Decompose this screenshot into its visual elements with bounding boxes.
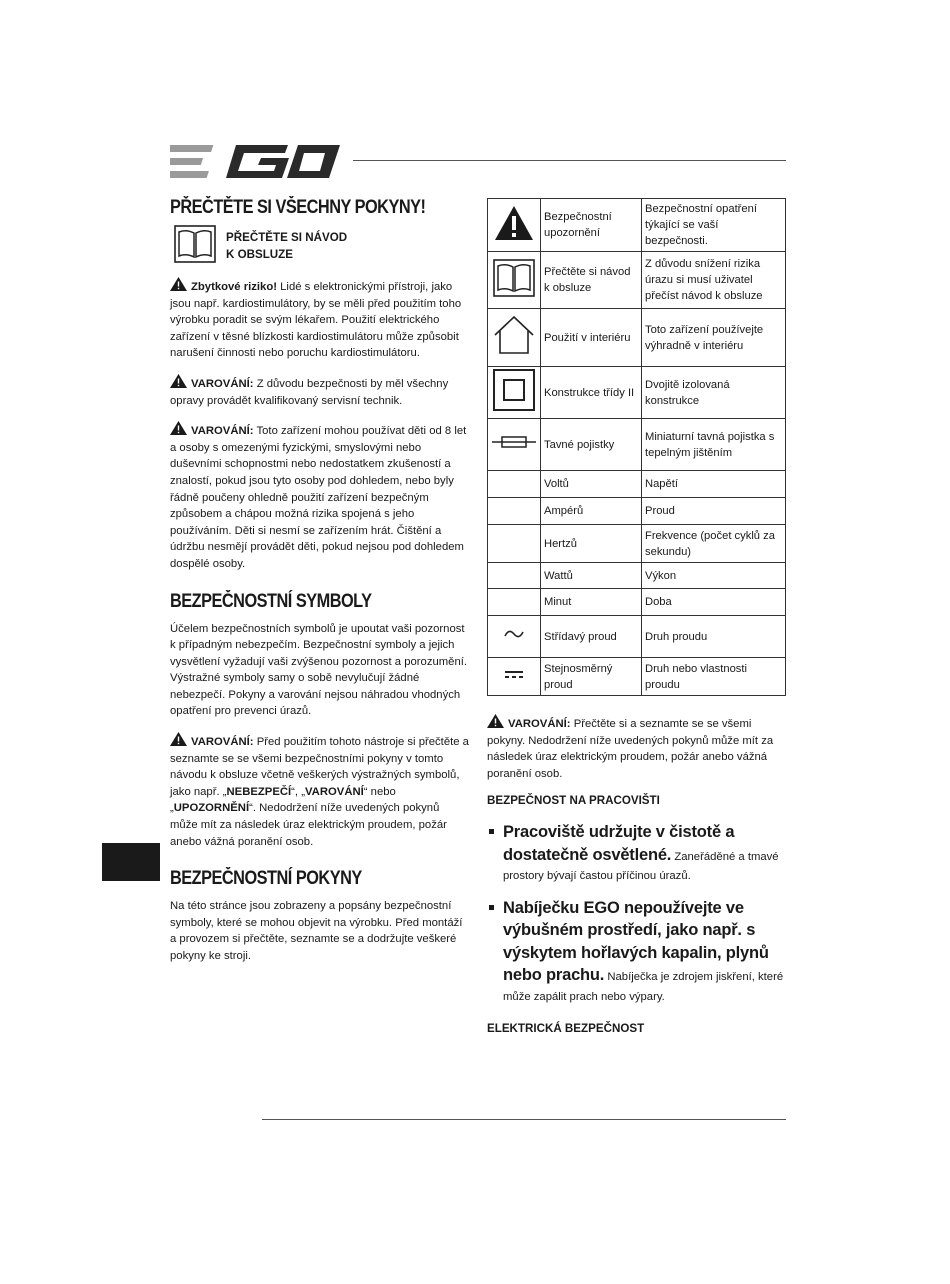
warning-icon [487, 714, 504, 728]
bullet-text: Nabíječka je zdrojem jiskření, které může zapálit prach nebo výpary. [503, 971, 784, 1003]
symbol-description: Proud [642, 498, 786, 525]
table-row [488, 525, 786, 563]
warning-label: VAROVÁNÍ: [191, 377, 254, 390]
bullet-heading: Nabíječku EGO nepoužívejte ve výbušném prostředí, jako např. s výskytem hořlavých kapalin, plynů nebo prachu. [503, 898, 769, 985]
table-row [488, 309, 786, 367]
warning-paragraph-2 [170, 421, 470, 572]
warning-text-3a: Před použitím tohoto nástroje si přečtěte a seznamte se se všemi bezpečnostními pokyny v tomto návodu k obsluze včetně veškerých výstražných symbolů, jako např. „ [170, 736, 469, 798]
table-row [488, 252, 786, 309]
warning-text-3c: “ nebo „ [170, 785, 396, 815]
symbol-name: Stejnosměrný proud [541, 658, 642, 696]
safety-symbols-paragraph: Účelem bezpečnostních symbolů je upoutat vaši pozornost k případným nebezpečím. Bezpečnostní symboly a jejich vysvětlení vyžadují vaši zvýšenou pozornost a porozumění. Výstražné symboly samy o sobě nevylučují žádné nebezpečí. Pokyny a varování nejsou náhradou vhodných opatření pro prevenci úrazů. [170, 622, 468, 718]
footer-rule [262, 1119, 786, 1120]
warning-text-1: Z důvodu bezpečnosti by měl všechny opravy provádět kvalifikovaný servisní technik. [170, 377, 449, 407]
symbol-description: Z důvodu snížení rizika úrazu si musí uživatel přečíst návod k obsluze [642, 252, 786, 309]
ac-icon [488, 616, 541, 658]
ego-logo [170, 143, 340, 181]
symbol-description: Druh nebo vlastnosti proudu [642, 658, 786, 696]
symbol-name: Ampérů [541, 498, 642, 525]
header-rule [353, 160, 786, 161]
warning-icon [170, 421, 187, 435]
symbol-name: Tavné pojistky [541, 419, 642, 471]
read-manual-box [174, 225, 470, 263]
warning-label: VAROVÁNÍ: [191, 425, 254, 438]
table-row [488, 658, 786, 696]
empty-icon-cell [488, 563, 541, 589]
double-square-icon [488, 367, 541, 419]
bullet-item [487, 821, 787, 885]
fuse-icon [488, 419, 541, 471]
workplace-safety-heading: BEZPEČNOST NA PRACOVIŠTI [487, 794, 660, 808]
table-row [488, 199, 786, 252]
empty-icon-cell [488, 498, 541, 525]
book-icon [488, 252, 541, 309]
section-tab [102, 843, 160, 881]
residual-risk-label: Zbytkové riziko! [191, 281, 278, 293]
residual-risk-paragraph [170, 277, 470, 362]
symbol-description: Výkon [642, 563, 786, 589]
right-column [487, 198, 787, 1049]
residual-risk-text: Lidé s elektronickými přístroji, jako jsou např. kardiostimulátory, by se měli před použitím toho výrobku poradit se svým lékařem. Použití elektrického zařízení v těsné blízkosti kardiostimulátoru může způsobit narušení činnosti nebo poruchu kardiostimulátoru. [170, 281, 462, 360]
symbol-name: Střídavý proud [541, 616, 642, 658]
symbol-description: Doba [642, 589, 786, 616]
bullet-heading: Pracoviště udržujte v čistotě a dostatečně osvětlené. [503, 823, 735, 864]
empty-icon-cell [488, 589, 541, 616]
right-warning-paragraph [487, 714, 787, 782]
table-row [488, 589, 786, 616]
warning-icon [170, 277, 187, 291]
symbol-name: Konstrukce třídy II [541, 367, 642, 419]
warning-text-2: Toto zařízení mohou používat děti od 8 let a osoby s omezenými fyzickými, smyslovými nebo duševními schopnostmi nebo nedostatkem zkušeností a znalostí, pokud jsou tyto osoby pod dohledem, nebo byly řádně poučeny ohledně použití zařízení bezpečným způsobem a chápou možná rizika spojená s jeho používáním. Děti si nesmí se zařízením hrát. Čištění a údržbu nesmějí provádět děti, pokud nejsou pod dohledem dospělé osoby. [170, 425, 467, 570]
bullet-item [487, 897, 787, 1006]
symbol-name: Wattů [541, 563, 642, 589]
safety-instructions-paragraph: Na této stránce jsou zobrazeny a popsány bezpečnostní symboly, které se mohou objevit na výrobku. Před montáží a provozem si přečtěte, seznamte se a dodržujte veškeré pokyny ke stroji. [170, 900, 463, 962]
symbol-name: Přečtěte si návod k obsluze [541, 252, 642, 309]
safety-instructions-heading: BEZPEČNOSTNÍ POKYNY [170, 868, 362, 890]
table-row [488, 498, 786, 525]
symbol-description: Miniaturní tavná pojistka s tepelným jištěním [642, 419, 786, 471]
warning-triangle-icon [488, 199, 541, 252]
warning-text-3b: “, „ [291, 785, 305, 798]
dc-icon [488, 658, 541, 696]
warning-label: VAROVÁNÍ: [508, 718, 571, 730]
bullet-marker [489, 829, 494, 834]
electrical-safety-heading: ELEKTRICKÁ BEZPEČNOST [487, 1021, 645, 1035]
symbol-name: Voltů [541, 471, 642, 498]
right-warning-text: Přečtěte si a seznamte se se všemi pokyny. Nedodržení níže uvedených pokynů může mít za následek úraz elektrickým proudem, požár anebo vážná poranění osob. [487, 718, 774, 780]
page-title: PŘEČTĚTE SI VŠECHNY POKYNY! [170, 197, 426, 218]
symbol-name: Minut [541, 589, 642, 616]
symbol-name: Použití v interiéru [541, 309, 642, 367]
symbol-description: Bezpečnostní opatření týkající se vaší bezpečnosti. [642, 199, 786, 252]
table-row [488, 563, 786, 589]
symbol-name: Bezpečnostní upozornění [541, 199, 642, 252]
read-manual-line1: PŘEČTĚTE SI NÁVOD [226, 231, 348, 244]
table-row [488, 616, 786, 658]
empty-icon-cell [488, 525, 541, 563]
book-icon [174, 225, 216, 263]
warning-label: VAROVÁNÍ: [191, 736, 254, 749]
house-icon [488, 309, 541, 367]
empty-icon-cell [488, 471, 541, 498]
symbol-description: Druh proudu [642, 616, 786, 658]
warning-paragraph-3 [170, 732, 470, 850]
bullet-marker [489, 905, 494, 910]
table-row [488, 471, 786, 498]
symbol-description: Napětí [642, 471, 786, 498]
symbol-description: Toto zařízení používejte výhradně v interiéru [642, 309, 786, 367]
symbol-name: Hertzů [541, 525, 642, 563]
symbol-description: Dvojitě izolovaná konstrukce [642, 367, 786, 419]
left-column [170, 197, 470, 977]
safety-symbols-heading: BEZPEČNOSTNÍ SYMBOLY [170, 590, 372, 612]
warning-paragraph-1 [170, 374, 470, 409]
warning-text-3d: “. Nedodržení níže uvedených pokynů může mít za následek úraz elektrickým proudem, požár anebo vážná poranění osob. [170, 802, 447, 848]
warning-term: VAROVÁNÍ [304, 785, 364, 798]
symbols-table [487, 198, 786, 696]
caution-term: UPOZORNĚNÍ [173, 802, 250, 815]
bullet-text: Zaneřáděné a tmavé prostory bývají častou příčinou úrazů. [503, 850, 779, 883]
read-manual-line2: K OBSLUZE [226, 248, 293, 261]
warning-icon [170, 374, 187, 388]
danger-term: NEBEZPEČÍ [226, 785, 292, 798]
symbol-description: Frekvence (počet cyklů za sekundu) [642, 525, 786, 563]
table-row [488, 367, 786, 419]
warning-icon [170, 732, 187, 746]
table-row [488, 419, 786, 471]
